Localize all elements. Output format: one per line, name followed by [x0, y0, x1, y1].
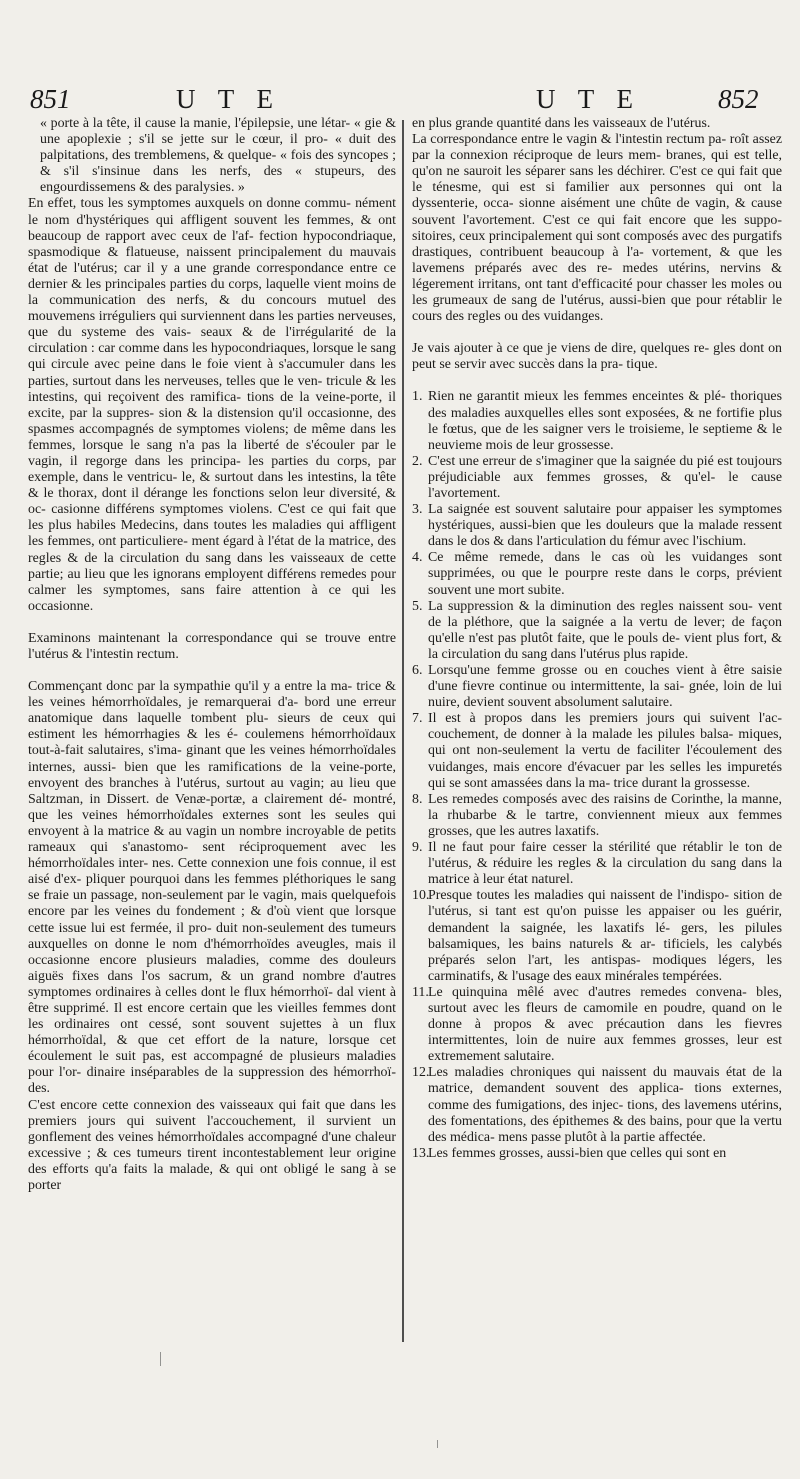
right-column — [412, 116, 782, 1162]
paragraph-gap — [28, 615, 396, 631]
rule-number: 12. — [412, 1065, 430, 1081]
rule-number: 1. — [412, 389, 423, 405]
rule-number: 7. — [412, 711, 423, 727]
rules-list — [412, 389, 782, 1162]
rule-number: 8. — [412, 791, 423, 807]
rule-number: 6. — [412, 663, 423, 678]
left-running-head: U T E — [176, 84, 282, 114]
rule-number: 2. — [412, 453, 423, 469]
rule-item — [412, 599, 782, 663]
right-running-head: U T E — [536, 84, 642, 114]
paragraph: La correspondance entre le vagin & l'intestin rectum pa- roît assez par la connexion réciproque de leurs mem- branes, qui est telle, qu'on ne sauroit les séparer sans les déchirer. C'est ce qui fait que le ténesme, qui est si familier aux personnes qui ont la dyssenterie, occa- sionne aisément une chûte de vagin, & cause souvent l'avortement. C'est ce qui fait encore que les suppo- sitoires, ceux principalement qui sont composés avec des purgatifs drastiques, contribuent beaucoup à l'a- vortement, & que les lavemens préparés avec des re- medes utérins, nervins & légerement irritans, ont tant d'efficacité pour chasser les moles ou les grumeaux de sang de l'utérus, aussi-bien que pour rétablir le cours des regles ou des vuidanges. — [412, 132, 782, 325]
paragraph: en plus grande quantité dans les vaisseaux de l'utérus. — [412, 116, 711, 131]
column-rule — [402, 120, 404, 1342]
paragraph-gap — [412, 325, 782, 341]
rule-item — [412, 792, 782, 840]
rule-item — [412, 502, 782, 550]
rule-item — [412, 550, 782, 598]
rule-text: Ce même remede, dans le cas où les vuidanges sont supprimées, ou que le pourpre reste dans le corps, prévient souvent une mort subite. — [428, 550, 782, 598]
paragraph: En effet, tous les symptomes auxquels on donne commu- nément le nom d'hystériques qui affligent souvent les femmes, & ont beaucoup de rapport avec ceux de l'af- fection hypocondriaque, spasmodique & flatueuse, naissent principalement du mauvais état de l'utérus; car il y a une grande correspondance entre ce dernier & les principales parties du corps, laquelle vient moins de la communication des nerfs, & du concours mutuel des mouvemens irréguliers qui surviennent dans les parties nerveuses, que du systeme des vais- seaux & de l'irrégularité de la circulation : car comme dans les hypocondriaques, lorsque le sang qui circule avec peine dans le foie vient à s'accumuler dans les parties, surtout dans les nerveuses, telles que le ven- tricule & les intestins, qui reçoivent des ramifica- tions de la veine-porte, il excite, par la suppres- sion & la distension qu'il occasionne, des spasmes accompagnés de symptomes violens; de même dans les femmes, lorsque le sang n'a pas la liberté de s'écouler par le vagin, il regorge dans les principa- les parties du corps, par exemple, dans le ventricu- le, & surtout dans les intestins, la tête & le thorax, dont il dérange les fonctions selon leur diversité, & oc- casionne différens symptomes violens. C'est ce qui fait que les plus habiles Medecins, dans toutes les maladies qui affligent les femmes, ont particuliere- ment égard à l'état de la matrice, des regles & de la circulation du sang dans les vaisseaux de cette partie; au lieu que les ignorans employent différens remedes pour calmer les symptomes, sans faire attention à ce qui les occasionne. — [28, 196, 396, 614]
rule-item — [412, 840, 782, 888]
rule-text: Il ne faut pour faire cesser la stérilité que rétablir le ton de l'utérus, & réduire les regles & la circulation du sang dans la matrice à leur état naturel. — [428, 840, 782, 888]
right-page-number: 852 — [718, 84, 759, 114]
rule-item — [412, 389, 782, 453]
paragraph-gap — [412, 373, 782, 389]
rule-item — [412, 985, 782, 1065]
left-page-number: 851 — [30, 84, 71, 114]
page-speck — [160, 1352, 161, 1366]
rule-text: Presque toutes les maladies qui naissent de l'indispo- sition de l'utérus, si tant est qu'on puisse les appaiser ou les guérir, demandent la saignée, les laxatifs lé- gers, les pilules balsamiques, les bains naturels & ar- tificiels, les calybés préparés selon l'art, les antispas- modiques légers, les carminatifs, & l'usage des eaux minérales tempérées. — [428, 888, 782, 984]
page-speck — [437, 1440, 438, 1448]
rule-number: 3. — [412, 502, 423, 518]
rule-text: La suppression & la diminution des regles naissent sou- vent de la pléthore, que la saignée a la vertu de lever; de façon qu'elle n'est pas plutôt faite, que le pouls de- vient plus fort, & la circulation du sang dans l'utérus plus rapide. — [428, 598, 782, 662]
paragraph: Je vais ajouter à ce que je viens de dire, quelques re- gles dont on peut se servir avec succès dans la pra- tique. — [412, 341, 782, 373]
rule-number: 9. — [412, 840, 423, 856]
rule-item — [412, 663, 782, 711]
rule-text: Il est à propos dans les premiers jours qui suivent l'ac- couchement, de donner à la malade les pilules balsa- miques, qui ont non-seulement la vertu de faciliter l'écoulement des vuidanges, mais encore d'évacuer par les selles les impuretés qui se sont amassées dans la ma- trice durant la grossesse. — [428, 711, 782, 791]
rule-text: Les maladies chroniques qui naissent du mauvais état de la matrice, demandent souvent des applica- tions externes, comme des fumigations, des injec- tions, des lavemens utérins, des fomentations, des épithemes & des bains, pour que la vertu des médica- mens passe plutôt à la partie affectée. — [428, 1065, 782, 1145]
rule-text: Le quinquina mêlé avec d'autres remedes convena- bles, surtout avec les fleurs de camomile en poudre, quand on le donne à propos & avec précaution dans les fievres intermittentes, loin de nuire aux femmes grosses, leur est extremement salutaire. — [428, 984, 782, 1065]
rule-text: La saignée est souvent salutaire pour appaiser les symptomes hystériques, aussi-bien que les douleurs que la malade ressent dans le dos & dans l'articulation du fémur avec l'ischium. — [428, 502, 782, 550]
rule-item — [412, 1146, 782, 1162]
rule-item — [412, 1065, 782, 1145]
paragraph: C'est encore cette connexion des vaisseaux qui fait que dans les premiers jours qui suivent l'accouchement, il survient un gonflement des veines hémorrhoïdales accompagné d'une chaleur excessive ; & ces tumeurs tirent incontestablement leur origine des efforts qu'a faits la malade, & qui ont obligé le sang à se porter — [28, 1097, 396, 1193]
rule-text: Rien ne garantit mieux les femmes enceintes & plé- thoriques des maladies auxquelles elles sont exposées, & ne fortifie plus le fœtus, que de les saigner vers le troisieme, le septieme & le neuvieme mois de leur grossesse. — [428, 389, 782, 453]
rule-number: 4. — [412, 550, 423, 566]
paragraph: Commençant donc par la sympathie qu'il y a entre la ma- trice & les veines hémorrhoïdales, je remarquerai d'a- bord une erreur anatomique dans laquelle tombent plu- sieurs de ceux qui estiment les hémorrhagies & les é- coulemens hémorrhoïdaux tout-à-fait salutaires, s'ima- ginant que les veines hémorrhoïdales internes, aussi- bien que les ramifications de la veine-porte, envoyent des branches à l'utérus, surtout au vagin; au lieu que Saltzman, in Dissert. de Venæ-portæ, a clairement dé- montré, que les veines hémorrhoïdales externes sont les seules qui envoyent à la matrice & au vagin un nombre incroyable de petits rameaux qui s'anastomo- sent réciproquement avec les hémorrhoïdales inter- nes. Cette connexion une fois connue, il est aisé d'ex- pliquer pourquoi dans les femmes pléthoriques le sang se fraie un passage, non-seulement par le vagin, mais quelquefois encore par les veines du fondement ; & d'où vient que lorsque cette issue lui est fermée, il pro- duit non-seulement des tumeurs auxquelles on donne le nom d'hémorrhoïdes aveugles, mais il occasionne encore plusieurs maladies, comme des douleurs aiguës fixes dans l'os sacrum, & un grand nombre d'autres symptomes ordinaires à celles dont le flux hémorrhoï- dal vient à être supprimé. Il est encore certain que les vieilles femmes dont les ordinaires ont cessé, sont souvent sujettes à un flux hémorrhoïdal, & que cet effort de la nature, lorsque cet écoulement le suit pas, est accompagné de plusieurs maladies pour l'or- dinaire inséparables de la suppression des hémorrhoï- des. — [28, 679, 396, 1097]
rule-text: Lorsqu'une femme grosse ou en couches vient à être saisie d'une fievre continue ou intermittente, la sai- gnée, loin de lui nuire, devient souvent absolument salutaire. — [428, 663, 782, 711]
rule-item — [412, 454, 782, 502]
paragraph-gap — [28, 663, 396, 679]
rule-number: 5. — [412, 598, 423, 614]
rule-number: 11. — [412, 984, 429, 1000]
rule-item — [412, 711, 782, 791]
quote-continuation: « porte à la tête, il cause la manie, l'épilepsie, une létar- « gie & une apoplexie ; s'il se jette sur le cœur, il pro- « duit des palpitations, des tremblemens, & quelque- « fois des syncopes ; & s'il s'insinue dans les nerfs, des « stupeurs, des engourdissemens & des paralysies. » — [40, 116, 396, 196]
rule-text: Les femmes grosses, aussi-bien que celles qui sont en — [428, 1145, 727, 1161]
rule-text: C'est une erreur de s'imaginer que la saignée du pié est toujours préjudiciable aux femmes grosses, & qu'el- le cause l'avortement. — [428, 453, 782, 501]
rule-text: Les remedes composés avec des raisins de Corinthe, la manne, la rhubarbe & le tartre, conviennent mieux aux femmes grosses, que les autres laxatifs. — [428, 791, 782, 839]
paragraph: Examinons maintenant la correspondance qui se trouve entre l'utérus & l'intestin rectum. — [28, 630, 396, 662]
left-column — [28, 116, 396, 1194]
rule-item — [412, 888, 782, 985]
rule-number: 10. — [412, 888, 430, 904]
rule-number: 13. — [412, 1145, 430, 1161]
